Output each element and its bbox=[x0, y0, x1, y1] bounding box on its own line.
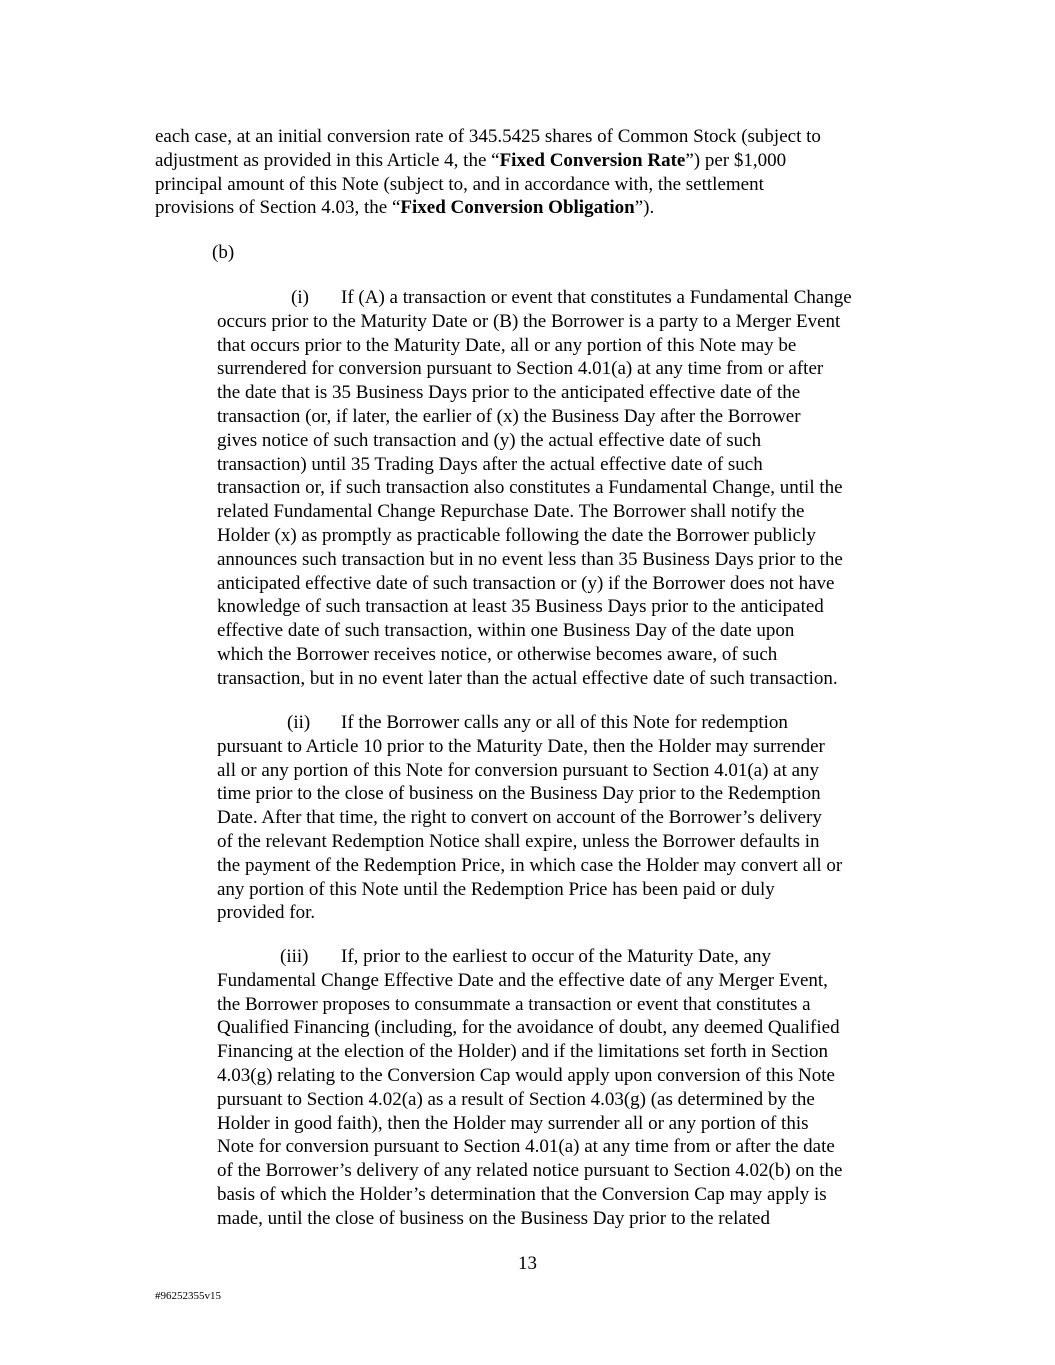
clause-line: Holder in good faith), then the Holder may surrender all or any portion of this bbox=[217, 1112, 809, 1134]
clause-number: (i) bbox=[291, 287, 309, 308]
clause-line: which the Borrower receives notice, or otherwise becomes aware, of such bbox=[217, 643, 778, 665]
intro-line: each case, at an initial conversion rate of 345.5425 shares of Common Stock (subject to bbox=[155, 126, 821, 147]
clause-line: all or any portion of this Note for conversion pursuant to Section 4.01(a) at any bbox=[217, 759, 820, 781]
clause-line: transaction) until 35 Trading Days after the actual effective date of such bbox=[217, 453, 763, 475]
clause-line: transaction or, if such transaction also constitutes a Fundamental Change, until the bbox=[217, 477, 843, 499]
clause-line: the Borrower proposes to consummate a transaction or event that constitutes a bbox=[217, 993, 811, 1015]
intro-line: principal amount of this Note (subject to, and in accordance with, the settlement bbox=[155, 173, 764, 195]
clause-line: Qualified Financing (including, for the avoidance of doubt, any deemed Qualified bbox=[217, 1017, 840, 1039]
section-label-b: (b) bbox=[212, 242, 235, 263]
clause-line: gives notice of such transaction and (y) the actual effective date of such bbox=[217, 429, 762, 451]
clause-i bbox=[217, 286, 852, 691]
clause-line: the date that is 35 Business Days prior to the anticipated effective date of the bbox=[217, 382, 801, 404]
clause-line: transaction, but in no event later than the actual effective date of such transaction. bbox=[217, 667, 838, 689]
intro-text: ”). bbox=[634, 197, 655, 219]
clause-line: pursuant to Article 10 prior to the Maturity Date, then the Holder may surrender bbox=[217, 735, 825, 757]
clause-line: related Fundamental Change Repurchase Date. The Borrower shall notify the bbox=[217, 501, 805, 523]
clause-text: If the Borrower calls any or all of this Note for redemption bbox=[341, 712, 788, 733]
clause-line: basis of which the Holder’s determination that the Conversion Cap may apply is bbox=[217, 1183, 827, 1205]
clause-ii bbox=[217, 711, 842, 925]
page-number: 13 bbox=[518, 1253, 537, 1274]
document-id: #96252355v15 bbox=[155, 1290, 221, 1302]
intro-line bbox=[155, 149, 821, 173]
clause-line: effective date of such transaction, within one Business Day of the date upon bbox=[217, 620, 795, 642]
intro-text: ”) per $1,000 bbox=[685, 149, 787, 171]
clause-line: Financing at the election of the Holder) and if the limitations set forth in Section bbox=[217, 1041, 829, 1063]
clause-line: Holder (x) as promptly as practicable following the date the Borrower publicly bbox=[217, 524, 816, 546]
intro-text: adjustment as provided in this Article 4, the “ bbox=[155, 149, 500, 171]
clause-line: announces such transaction but in no event less than 35 Business Days prior to the bbox=[217, 548, 843, 570]
clause-text: If (A) a transaction or event that constitutes a Fundamental Change bbox=[341, 287, 852, 308]
clause-line: time prior to the close of business on the Business Day prior to the Redemption bbox=[217, 783, 821, 805]
intro-text: provisions of Section 4.03, the “ bbox=[155, 197, 401, 219]
clause-line: Fundamental Change Effective Date and the effective date of any Merger Event, bbox=[217, 969, 828, 991]
clause-line: that occurs prior to the Maturity Date, all or any portion of this Note may be bbox=[217, 334, 797, 356]
clause-line: knowledge of such transaction at least 35 Business Days prior to the anticipated bbox=[217, 596, 824, 618]
clause-line: of the Borrower’s delivery of any related notice pursuant to Section 4.02(b) on the bbox=[217, 1160, 843, 1182]
clause-line: made, until the close of business on the Business Day prior to the related bbox=[217, 1207, 770, 1229]
intro-paragraph bbox=[155, 125, 821, 220]
clause-line: occurs prior to the Maturity Date or (B) the Borrower is a party to a Merger Event bbox=[217, 310, 841, 332]
clause-line: pursuant to Section 4.02(a) as a result of Section 4.03(g) (as determined by the bbox=[217, 1088, 815, 1110]
clause-line: surrendered for conversion pursuant to Section 4.01(a) at any time from or after bbox=[217, 358, 824, 380]
clause-iii bbox=[217, 945, 842, 1231]
clause-line: anticipated effective date of such transaction or (y) if the Borrower does not have bbox=[217, 572, 835, 594]
clause-line: the payment of the Redemption Price, in which case the Holder may convert all or bbox=[217, 854, 843, 876]
clause-line bbox=[217, 945, 842, 969]
clause-line: 4.03(g) relating to the Conversion Cap would apply upon conversion of this Note bbox=[217, 1064, 835, 1086]
clause-line: Date. After that time, the right to convert on account of the Borrower’s delivery bbox=[217, 807, 822, 829]
clause-line: provided for. bbox=[217, 902, 316, 924]
clause-line bbox=[217, 711, 842, 735]
clause-text: If, prior to the earliest to occur of the Maturity Date, any bbox=[341, 946, 771, 967]
clause-number: (ii) bbox=[287, 712, 311, 733]
clause-line: of the relevant Redemption Notice shall expire, unless the Borrower defaults in bbox=[217, 830, 820, 852]
clause-line: Note for conversion pursuant to Section 4.01(a) at any time from or after the date bbox=[217, 1136, 835, 1158]
intro-line bbox=[155, 196, 821, 220]
defined-term-fixed-conversion-obligation: Fixed Conversion Obligation bbox=[400, 197, 635, 219]
clause-number: (iii) bbox=[280, 946, 309, 967]
clause-line bbox=[217, 286, 852, 310]
clause-line: any portion of this Note until the Redemption Price has been paid or duly bbox=[217, 878, 775, 900]
clause-line: transaction (or, if later, the earlier of (x) the Business Day after the Borrower bbox=[217, 405, 801, 427]
defined-term-fixed-conversion-rate: Fixed Conversion Rate bbox=[499, 149, 686, 171]
